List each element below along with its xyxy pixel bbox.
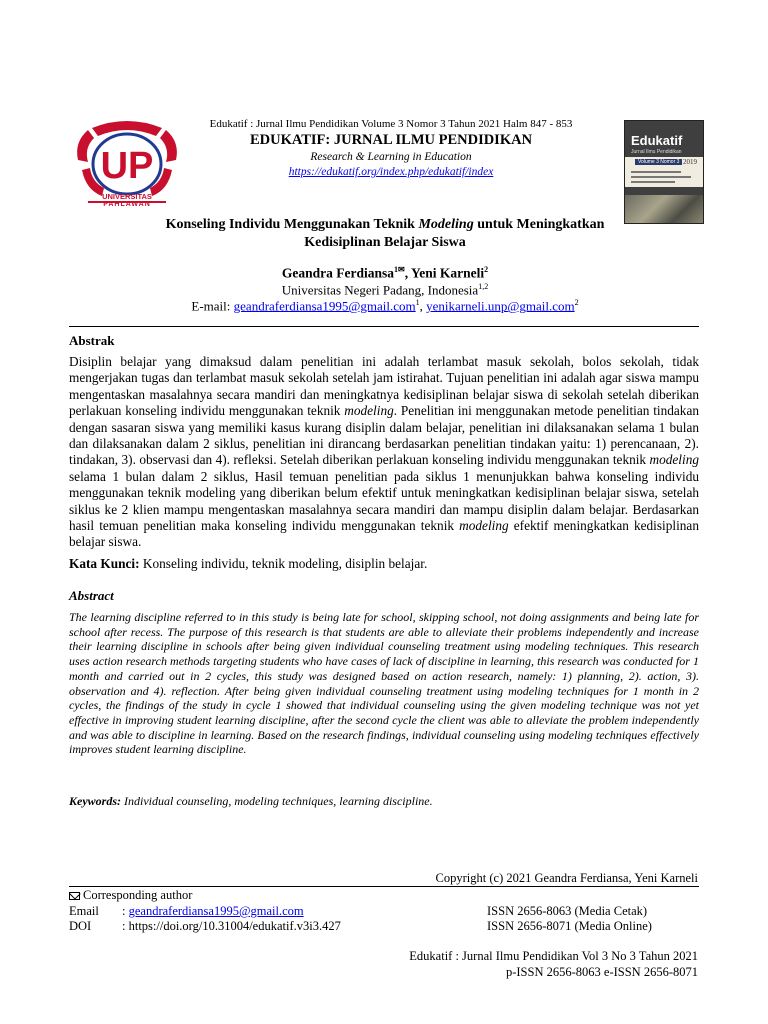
cover-title: Edukatif: [631, 133, 683, 148]
kata-kunci-text: Konseling individu, teknik modeling, disiplin belajar.: [139, 556, 428, 571]
abstrak-p3-italic: modeling: [459, 518, 509, 534]
author-separator: ,: [404, 265, 411, 281]
author-emails: [90, 298, 680, 314]
email-separator: ,: [419, 298, 427, 314]
author-1: Geandra Ferdiansa: [281, 265, 395, 281]
abstrak-body: [69, 354, 699, 551]
abstract-heading: Abstract: [69, 588, 114, 603]
logo-text-bottom: PAHLAWAN: [103, 201, 151, 208]
cover-subtitle: Jurnal Ilmu Pendidikan: [631, 149, 682, 155]
abstrak-p1: Disiplin belajar yang dimaksud dalam penelitian ini adalah terlambat masuk sekolah, bolos sekolah, tidak mengerjakan tugas dan terlambat masuk sekolah setelah jam istirahat. Tujuan penelitian ini adalah agar siswa mampu mengentaskan masalahnya secara mandiri dan meningkatnya kedisiplinan belajar siswa di sekolah setelah diberikan perlakuan konseling individu menggunakan teknik: [69, 354, 699, 419]
keywords: [69, 794, 433, 809]
copyright: Copyright (c) 2021 Geandra Ferdiansa, Yeni Karneli: [435, 871, 698, 885]
journal-footer: Edukatif : Jurnal Ilmu Pendidikan Vol 3 No 3 Tahun 2021: [409, 949, 698, 963]
footer-email-label: Email: [69, 904, 99, 918]
email-1-sup: 1: [415, 298, 420, 307]
corresponding-label: Corresponding author: [83, 888, 193, 902]
author-2-sup: 2: [484, 265, 489, 274]
journal-url-link[interactable]: https://edukatif.org/index.php/edukatif/index: [288, 166, 494, 178]
author-1-sup: 1✉: [394, 265, 405, 274]
kata-kunci-label: Kata Kunci:: [69, 556, 140, 571]
abstrak-p2: . Penelitian ini menggunakan metode penelitian tindakan dengan sasaran siswa yang memiliki kasus kurang disiplin dalam belajar, penelitian ini dilaksanakan selama 1 bulan dan dilaksanakan dalam 2 siklus, penelitian ini dirancang berdasarkan penelitian tindakan yaitu: 1) perencanaan, 2). tindakan, 3). observasi dan 4). refleksi. Setelah diberikan perlakuan konseling individu menggunakan teknik: [69, 403, 699, 468]
affiliation-sup: 1,2: [478, 282, 489, 291]
abstract-body: The learning discipline referred to in this study is being late for school, skipping school, not doing assignments and being late for school after recess. The purpose of this research is that students are able to alleviate their problems independently and increase their learning discipline in schools after being given individual counseling treatment using modeling techniques. This research uses action research methods targeting students who have cases of lack of discipline in learning, this research was conducted for 1 month and carried out in 2 cycles, this study was designed based on action research, namely: 1) planning, 2). action, 3). observation and 4). reflection. After being given individual counseling treatment using modeling techniques for 1 month in 2 cycles, the findings of the study in cycle 1 showed that individual counseling using the given modeling technique was not yet effective in improving student learning discipline, after the second cycle the client was able to alleviate the problem independently and was able to discipline in learning. Based on the research findings, individual counseling using modeling techniques effectively improves student learning discipline.: [69, 610, 699, 757]
authors: [90, 265, 680, 282]
abstrak-p2-italic: modeling: [649, 452, 699, 468]
abstrak-heading: Abstrak: [69, 333, 115, 348]
journal-subtitle: Research & Learning in Education: [310, 151, 472, 163]
envelope-icon: [69, 892, 80, 900]
issn-print: ISSN 2656-8063 (Media Cetak): [487, 904, 648, 918]
email-1-link[interactable]: geandraferdiansa1995@gmail.com: [233, 298, 416, 314]
keywords-label: Keywords:: [69, 794, 121, 808]
logo-text-top: UNIVERSITAS: [102, 192, 152, 201]
divider-footer: [69, 886, 699, 887]
title-line2: Kedisiplinan Belajar Siswa: [304, 235, 466, 250]
cover-volume: Volume 3 Nomor 3: [635, 159, 682, 165]
divider-top: [69, 326, 699, 327]
issn-online: ISSN 2656-8071 (Media Online): [487, 919, 652, 933]
title-part1: Konseling Individu Menggunakan Teknik: [165, 217, 419, 232]
university-logo: [68, 120, 186, 220]
footer-email: [122, 904, 304, 919]
journal-title: EDUKATIF: JURNAL ILMU PENDIDIKAN: [249, 132, 533, 148]
keywords-text: Individual counseling, modeling techniques, learning discipline.: [121, 794, 433, 808]
corresponding-author: [69, 888, 192, 903]
journal-url-container: [176, 166, 606, 178]
paper-title: [90, 216, 680, 252]
issn-footer: p-ISSN 2656-8063 e-ISSN 2656-8071: [505, 965, 698, 979]
footer-email-colon: :: [122, 904, 129, 918]
svg-text:UP: UP: [100, 145, 154, 187]
abstrak-p1-italic: modeling: [344, 403, 394, 419]
affiliation-text: Universitas Negeri Padang, Indonesia: [281, 282, 479, 298]
abstrak-p3: selama 1 bulan dalam 2 siklus, Hasil temuan penelitian pada siklus 1 menunjukkan bahwa konseling individu menggunakan teknik modeling yang diberikan belum efektif untuk meningkatkan kedisiplinan belajar siswa, setelah siklus ke 2 klien mampu mengentaskan masalahnya secara mandiri dan mampu disiplin dalam belajar. Berdasarkan hasil temuan penelitian maka konseling individu menggunakan teknik: [69, 468, 699, 534]
footer-email-link[interactable]: geandraferdiansa1995@gmail.com: [128, 904, 304, 918]
email-2-link[interactable]: yenikarneli.unp@gmail.com: [426, 298, 575, 314]
kata-kunci: [69, 556, 427, 572]
cover-year: 2019: [683, 158, 697, 166]
affiliation: [90, 282, 680, 298]
title-italic: Modeling: [418, 217, 474, 232]
journal-cover-image: [624, 120, 704, 224]
title-part2: untuk Meningkatkan: [473, 217, 605, 232]
journal-issue-line: Edukatif : Jurnal Ilmu Pendidikan Volume 3 Nomor 3 Tahun 2021 Halm 847 - 853: [209, 118, 573, 130]
email-2-sup: 2: [574, 298, 579, 307]
footer-doi-label: DOI: [69, 919, 92, 933]
abstrak-p4: efektif meningkatkan kedisiplinan belajar siswa.: [69, 518, 699, 550]
email-label: E-mail:: [191, 298, 234, 314]
footer-doi-value: : https://doi.org/10.31004/edukatif.v3i3.427: [122, 919, 341, 933]
author-2: Yeni Karneli: [410, 265, 485, 281]
